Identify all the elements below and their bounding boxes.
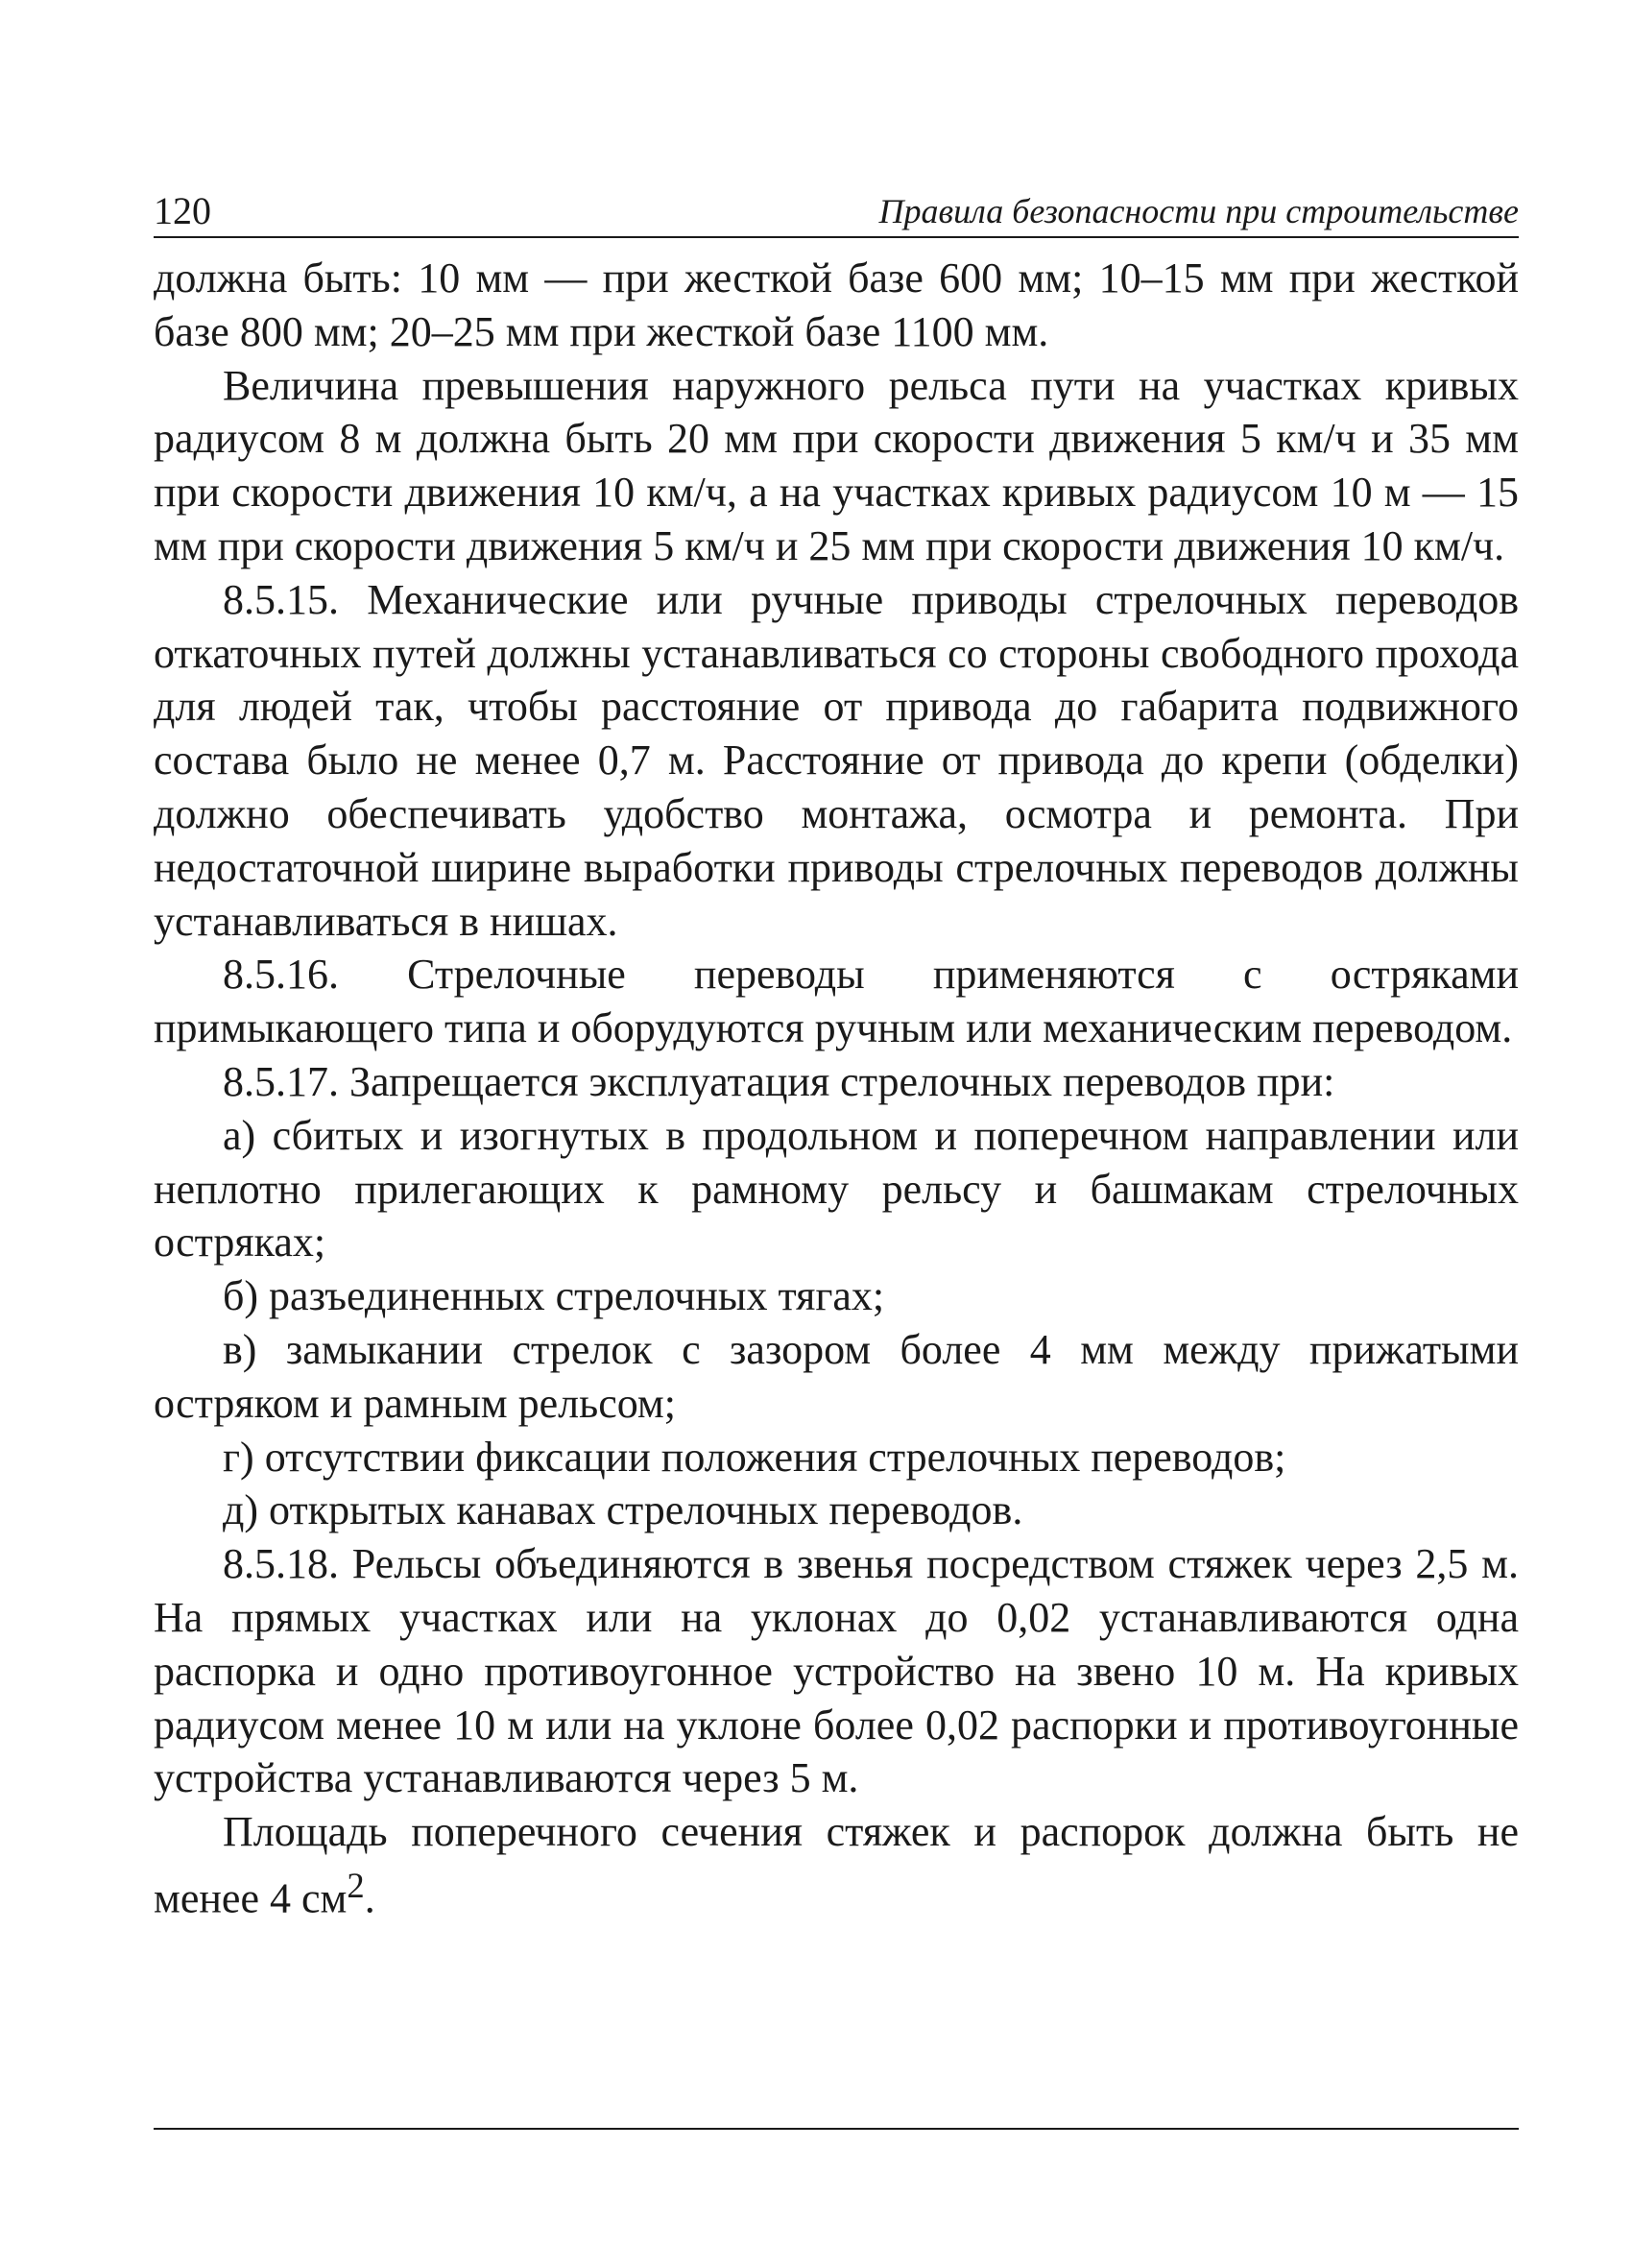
paragraph-8-5-18: 8.5.18. Рельсы объединяются в звенья посредством стяжек через 2,5 м. На прямых участках или на уклонах до 0,02 устанавливаются одна распорка и одно противоугонное устройство на звено 10 м. На кривых радиусом менее 10 м или на уклоне более 0,02 распорки и противоугонные устройства устанавливаются через 5 м. <box>154 1540 1519 1802</box>
list-item-a: а) сбитых и изогнутых в продольном и поперечном направлении или неплотно прилегающих к рамному рельсу и башмакам стрелочных остряках; <box>154 1111 1519 1267</box>
running-title: Правила безопасности при строительстве <box>878 192 1519 230</box>
paragraph-8-5-16: 8.5.16. Стрелочные переводы применяются с остряками примыкающего типа и оборудуются ручным или механическим переводом. <box>154 951 1519 1052</box>
paragraph-8-5-17: 8.5.17. Запрещается эксплуатация стрелочных переводов при: <box>223 1057 1335 1105</box>
cross-section-text: Площадь поперечного сечения стяжек и распорок должна быть не менее 4 см <box>154 1808 1519 1922</box>
list-item-d: д) открытых канавах стрелочных переводов. <box>223 1486 1023 1534</box>
body-text <box>154 252 1519 1925</box>
page-header <box>154 184 1519 236</box>
superscript-2: 2 <box>347 1865 365 1905</box>
paragraph-rail-superelevation: Величина превышения наружного рельса пути на участках кривых радиусом 8 м должна быть 20 мм при скорости движения 5 км/ч и 35 мм при скорости движения 10 км/ч, а на участках кривых радиусом 10 м — 15 мм при скорости движения 5 км/ч и 25 мм при скорости движения 10 км/ч. <box>154 361 1519 569</box>
list-item-g: г) отсутствии фиксации положения стрелочных переводов; <box>223 1433 1286 1481</box>
paragraph-continuation: должна быть: 10 мм — при жесткой базе 600 мм; 10–15 мм при жесткой базе 800 мм; 20–25 мм при жесткой базе 1100 мм. <box>154 254 1519 355</box>
footer-rule <box>154 2128 1519 2130</box>
paragraph-cross-section <box>154 1805 1519 1925</box>
header-rule <box>154 236 1519 238</box>
list-item-v: в) замыкании стрелок с зазором более 4 мм между прижатыми остряком и рамным рельсом; <box>154 1325 1519 1427</box>
list-item-b: б) разъединенных стрелочных тягах; <box>223 1272 885 1320</box>
cross-section-end: . <box>364 1874 375 1922</box>
page-number: 120 <box>154 189 211 232</box>
paragraph-8-5-15: 8.5.15. Механические или ручные приводы стрелочных переводов откаточных путей должны устанавливаться со стороны свободного прохода для людей так, чтобы расстояние от привода до габарита подвижного состава было не менее 0,7 м. Расстояние от привода до крепи (обделки) должно обеспечивать удобство монтажа, осмотра и ремонта. При недостаточной ширине выработки приводы стрелочных переводов должны устанавливаться в нишах. <box>154 575 1519 945</box>
